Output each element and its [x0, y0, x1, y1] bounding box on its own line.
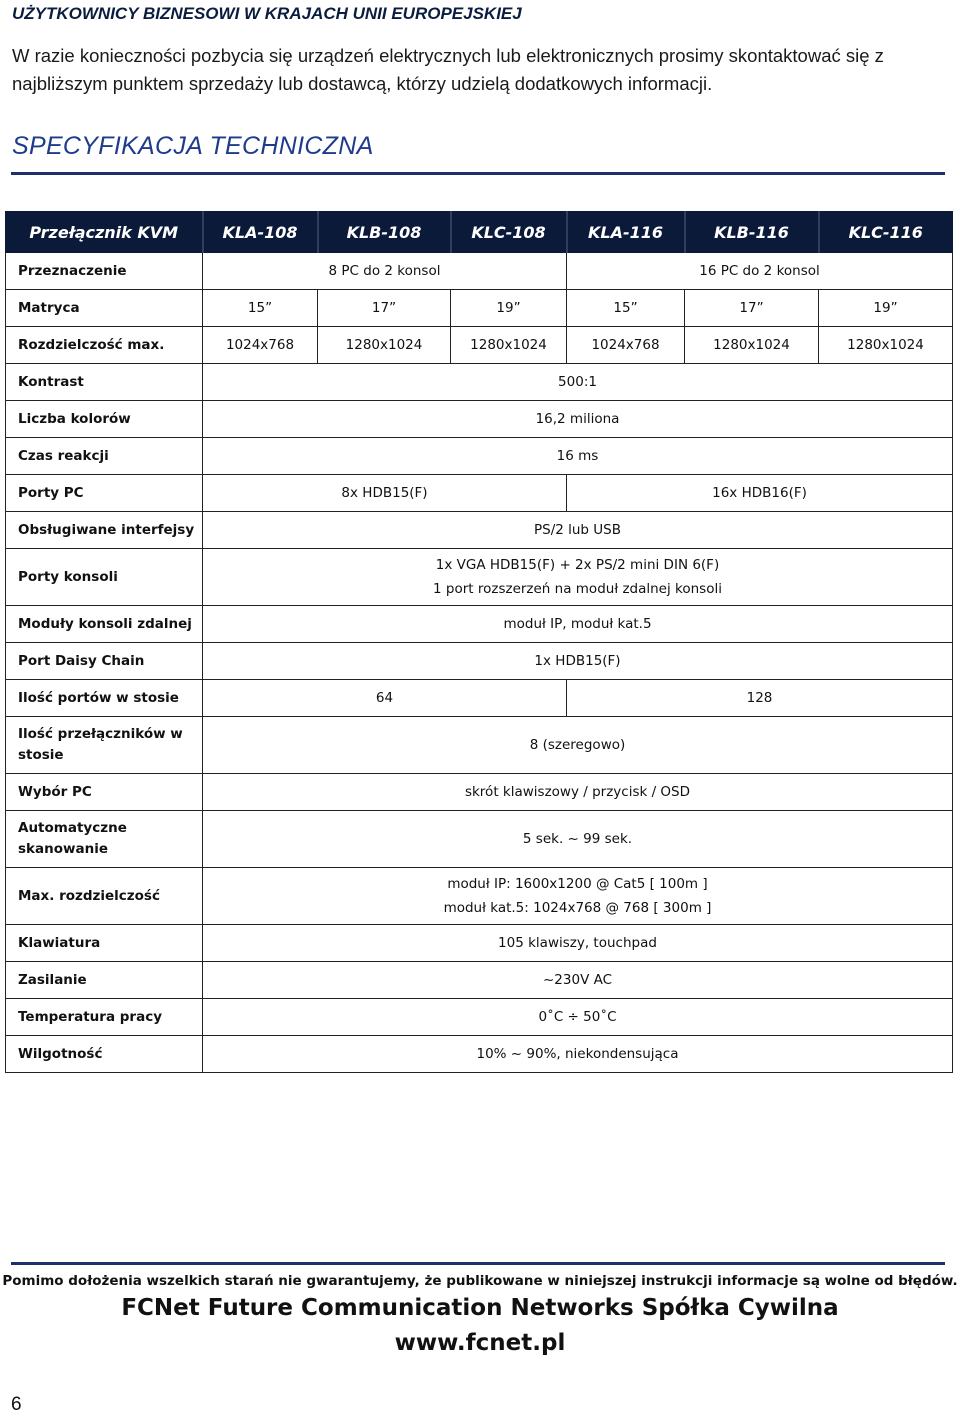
- cell-line: moduł kat.5: 1024x768 @ 768 [ 300m ]: [443, 900, 712, 916]
- disclaimer-text: Pomimo dołożenia wszelkich starań nie gwarantujemy, że publikowane w niniejszej instrukcji informacje są wolne od błędów.: [2, 1273, 958, 1289]
- table-row: [6, 475, 953, 512]
- table-row: [6, 438, 953, 475]
- row-label: Ilość przełączników w stosie: [6, 717, 203, 774]
- table-cell: 1280x1024: [318, 327, 451, 364]
- row-label: Moduły konsoli zdalnej: [6, 606, 203, 643]
- row-label: Max. rozdzielczość: [6, 868, 203, 925]
- table-cell: 105 klawiszy, touchpad: [203, 925, 953, 962]
- table-cell: 17”: [685, 290, 819, 327]
- row-label: Zasilanie: [6, 962, 203, 999]
- table-cell: 19”: [819, 290, 953, 327]
- table-row: [6, 643, 953, 680]
- spec-heading: SPECYFIKACJA TECHNICZNA: [12, 132, 374, 160]
- page-number: 6: [11, 1394, 22, 1415]
- row-label: Porty PC: [6, 475, 203, 512]
- header-cell: KLC-108: [451, 212, 567, 253]
- row-label: Automatyczne skanowanie: [6, 811, 203, 868]
- table-row: [6, 401, 953, 438]
- table-header-row: [6, 212, 953, 253]
- header-cell: KLA-108: [203, 212, 318, 253]
- table-row: [6, 290, 953, 327]
- row-label: Ilość portów w stosie: [6, 680, 203, 717]
- row-label: Matryca: [6, 290, 203, 327]
- table-cell: PS/2 lub USB: [203, 512, 953, 549]
- table-cell: 16 PC do 2 konsol: [567, 253, 953, 290]
- table-cell: [203, 868, 953, 925]
- table-cell: 1x HDB15(F): [203, 643, 953, 680]
- table-cell: 8 (szeregowo): [203, 717, 953, 774]
- table-cell: skrót klawiszowy / przycisk / OSD: [203, 774, 953, 811]
- table-cell: 500:1: [203, 364, 953, 401]
- table-row: [6, 774, 953, 811]
- row-label: Czas reakcji: [6, 438, 203, 475]
- table-cell: 0˚C ÷ 50˚C: [203, 999, 953, 1036]
- table-cell: 8x HDB15(F): [203, 475, 567, 512]
- table-cell: 17”: [318, 290, 451, 327]
- table-row: [6, 680, 953, 717]
- cell-line: 1 port rozszerzeń na moduł zdalnej konsoli: [433, 581, 722, 597]
- table-cell: 1280x1024: [451, 327, 567, 364]
- table-cell: 1280x1024: [819, 327, 953, 364]
- row-label: Port Daisy Chain: [6, 643, 203, 680]
- table-row: [6, 811, 953, 868]
- row-label: Przeznaczenie: [6, 253, 203, 290]
- cell-line: 1x VGA HDB15(F) + 2x PS/2 mini DIN 6(F): [435, 557, 720, 573]
- row-label: Rozdzielczość max.: [6, 327, 203, 364]
- company-name: FCNet Future Communication Networks Spółka Cywilna: [121, 1295, 839, 1321]
- row-label: Temperatura pracy: [6, 999, 203, 1036]
- table-cell: [203, 549, 953, 606]
- table-cell: moduł IP, moduł kat.5: [203, 606, 953, 643]
- top-divider: [11, 172, 945, 175]
- header-cell: KLC-116: [819, 212, 953, 253]
- table-cell: 1024x768: [203, 327, 318, 364]
- table-row: [6, 364, 953, 401]
- eu-heading: UŻYTKOWNICY BIZNESOWI W KRAJACH UNII EUROPEJSKIEJ: [12, 4, 522, 23]
- table-cell: 1280x1024: [685, 327, 819, 364]
- row-label: Kontrast: [6, 364, 203, 401]
- row-label: Obsługiwane interfejsy: [6, 512, 203, 549]
- table-cell: 1024x768: [567, 327, 685, 364]
- row-label: Porty konsoli: [6, 549, 203, 606]
- table-row: [6, 1036, 953, 1073]
- table-cell: 15”: [567, 290, 685, 327]
- header-cell: KLB-116: [685, 212, 819, 253]
- table-cell: 8 PC do 2 konsol: [203, 253, 567, 290]
- table-row: [6, 717, 953, 774]
- row-label: Wilgotność: [6, 1036, 203, 1073]
- header-cell: KLA-116: [567, 212, 685, 253]
- table-cell: 10% ~ 90%, niekondensująca: [203, 1036, 953, 1073]
- table-row: [6, 868, 953, 925]
- table-row: [6, 606, 953, 643]
- table-row: [6, 549, 953, 606]
- table-cell: ~230V AC: [203, 962, 953, 999]
- website-link[interactable]: www.fcnet.pl: [394, 1330, 566, 1356]
- table-row: [6, 327, 953, 364]
- table-cell: 5 sek. ~ 99 sek.: [203, 811, 953, 868]
- row-label: Liczba kolorów: [6, 401, 203, 438]
- table-cell: 16 ms: [203, 438, 953, 475]
- footer-divider: [11, 1262, 945, 1265]
- intro-paragraph: W razie konieczności pozbycia się urządzeń elektrycznych lub elektronicznych prosimy skontaktować się z najbliższym punktem sprzedaży lub dostawcą, którzy udzielą dodatkowych informacji.: [12, 45, 884, 94]
- cell-line: moduł IP: 1600x1200 @ Cat5 [ 100m ]: [447, 876, 708, 892]
- row-label: Klawiatura: [6, 925, 203, 962]
- table-cell: 64: [203, 680, 567, 717]
- spec-table: [5, 211, 953, 1073]
- table-row: [6, 253, 953, 290]
- table-row: [6, 512, 953, 549]
- table-cell: 15”: [203, 290, 318, 327]
- table-cell: 16,2 miliona: [203, 401, 953, 438]
- row-label: Wybór PC: [6, 774, 203, 811]
- table-row: [6, 925, 953, 962]
- table-row: [6, 962, 953, 999]
- table-cell: 128: [567, 680, 953, 717]
- table-cell: 19”: [451, 290, 567, 327]
- table-row: [6, 999, 953, 1036]
- header-cell: KLB-108: [318, 212, 451, 253]
- table-cell: 16x HDB16(F): [567, 475, 953, 512]
- header-cell: Przełącznik KVM: [6, 212, 203, 253]
